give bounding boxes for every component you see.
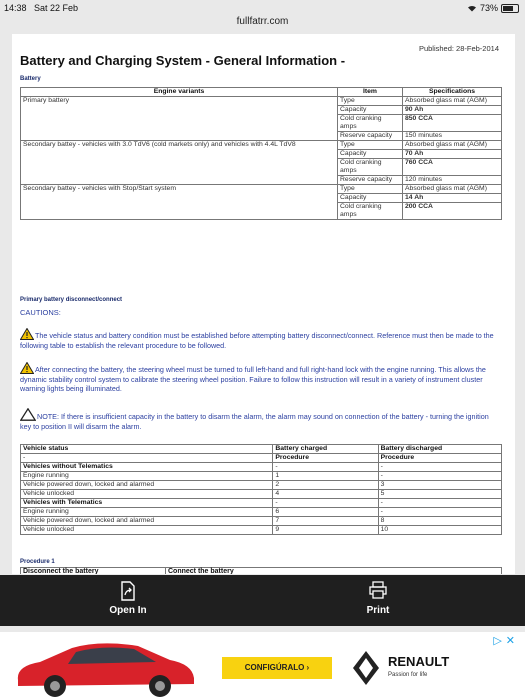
charged-procedure-cell[interactable]: 7 <box>273 517 378 526</box>
disconnect-heading: Primary battery disconnect/connect <box>20 297 123 303</box>
table-row <box>21 490 502 499</box>
spec-row <box>21 185 502 194</box>
ad-brand: RENAULT <box>388 654 450 669</box>
open-in-button[interactable] <box>68 575 188 626</box>
spec-item-cell: Cold cranking amps <box>338 159 403 176</box>
caution-1-text: The vehicle status and battery condition must be established before attempting battery disconnect/connect. Reference must then be made to the following table to establish the relevant procedure to be followed. <box>20 331 494 350</box>
spec-value-cell: 200 CCA <box>403 203 502 220</box>
col-disconnect: Disconnect the battery <box>21 568 166 575</box>
configure-cta-button[interactable]: CONFIGÚRALO › <box>222 657 332 679</box>
engine-variant-cell: Secondary battey - vehicles with 3.0 TdV6 (cold markets only) and vehicles with 4.4L TdV8 <box>21 141 338 185</box>
engine-variant-cell: Primary battery <box>21 97 338 141</box>
discharged-procedure-cell[interactable]: 5 <box>378 490 501 499</box>
caution-2-text: After connecting the battery, the steering wheel must be turned to full left-hand and full right-hand lock with the engine running. This allows the dynamic stability control system to calibrate the steering wheel position. Failure to follow this instruction will result in a variety of instrument cluster warning lights being illuminated. <box>20 365 486 393</box>
cautions-label: CAUTIONS: <box>20 308 61 317</box>
vehicle-status-table <box>20 444 502 535</box>
charged-procedure-cell[interactable]: - <box>273 463 378 472</box>
print-button[interactable] <box>318 575 438 626</box>
spec-item-cell: Type <box>338 141 403 150</box>
ad-close-icon[interactable]: ✕ <box>505 635 515 647</box>
spec-item-cell: Cold cranking amps <box>338 203 403 220</box>
charged-procedure-cell[interactable]: 9 <box>273 526 378 535</box>
spec-item-cell: Reserve capacity <box>338 132 403 141</box>
spec-item-cell: Capacity <box>338 150 403 159</box>
printer-icon <box>369 581 387 599</box>
open-in-label: Open In <box>109 605 147 616</box>
discharged-procedure-cell[interactable]: - <box>378 463 501 472</box>
subheader-cell: Procedure <box>378 454 501 463</box>
spec-item-cell: Reserve capacity <box>338 176 403 185</box>
renault-logo-icon <box>352 650 380 686</box>
warning-icon <box>20 362 34 374</box>
col-engine-variants: Engine variants <box>21 88 338 97</box>
procedure-table <box>20 567 502 574</box>
charged-procedure-cell[interactable]: 1 <box>273 472 378 481</box>
table-row <box>21 499 502 508</box>
subheader-cell: - <box>21 454 273 463</box>
battery-spec-table <box>20 87 502 220</box>
table-row <box>21 463 502 472</box>
engine-variant-cell: Secondary battey - vehicles with Stop/Start system <box>21 185 338 220</box>
battery-heading: Battery <box>20 76 41 82</box>
note-text: NOTE: If there is insufficient capacity in the battery to disarm the alarm, the alarm may sound on connection of the battery - turning the ignition key to position II will disarm the alarm. <box>20 412 489 431</box>
discharged-procedure-cell[interactable]: 8 <box>378 517 501 526</box>
discharged-procedure-cell[interactable]: - <box>378 472 501 481</box>
bottom-toolbar <box>0 575 525 626</box>
spec-item-cell: Capacity <box>338 194 403 203</box>
spec-row <box>21 141 502 150</box>
table-row <box>21 517 502 526</box>
spec-row <box>21 97 502 106</box>
col-specifications: Specifications <box>403 88 502 97</box>
vehicle-status-cell: Vehicles without Telematics <box>21 463 273 472</box>
discharged-procedure-cell[interactable]: - <box>378 499 501 508</box>
spec-value-cell: 70 Ah <box>403 150 502 159</box>
caution-1 <box>20 328 500 350</box>
spec-item-cell: Capacity <box>338 106 403 115</box>
ad-controls <box>493 634 515 647</box>
charged-procedure-cell[interactable]: 4 <box>273 490 378 499</box>
published-date: Published: 28-Feb-2014 <box>418 44 499 53</box>
spec-item-cell: Type <box>338 97 403 106</box>
ad-tagline: Passion for life <box>388 672 428 678</box>
vehicle-status-cell: Vehicles with Telematics <box>21 499 273 508</box>
advertisement-banner[interactable] <box>0 632 525 700</box>
note-triangle-icon <box>20 408 36 421</box>
battery-percent: 73% <box>479 3 498 13</box>
charged-procedure-cell[interactable]: - <box>273 499 378 508</box>
spec-item-cell: Type <box>338 185 403 194</box>
spec-item-cell: Cold cranking amps <box>338 115 403 132</box>
print-label: Print <box>366 605 390 616</box>
table-row <box>21 526 502 535</box>
charged-procedure-cell[interactable]: 2 <box>273 481 378 490</box>
spec-value-cell: Absorbed glass mat (AGM) <box>403 97 502 106</box>
ad-choices-icon[interactable]: ▷ <box>493 635 502 647</box>
vehicle-status-cell: Engine running <box>21 508 273 517</box>
vehicle-status-cell: Vehicle unlocked <box>21 490 273 499</box>
note <box>20 408 500 431</box>
table-row <box>21 481 502 490</box>
charged-procedure-cell[interactable]: 6 <box>273 508 378 517</box>
table-row <box>21 508 502 517</box>
spec-value-cell: Absorbed glass mat (AGM) <box>403 185 502 194</box>
status-date: Sat 22 Feb <box>34 3 79 13</box>
spec-value-cell: 14 Ah <box>403 194 502 203</box>
discharged-procedure-cell[interactable]: 3 <box>378 481 501 490</box>
spec-value-cell: 90 Ah <box>403 106 502 115</box>
open-in-icon <box>119 581 137 601</box>
wifi-icon <box>467 4 477 12</box>
page-title: Battery and Charging System - General Information - <box>20 53 346 68</box>
subheader-cell: Procedure <box>273 454 378 463</box>
warning-icon <box>20 328 34 340</box>
url-bar[interactable]: fullfatrr.com <box>236 16 289 27</box>
spec-value-cell: 120 minutes <box>403 176 502 185</box>
spec-value-cell: 760 CCA <box>403 159 502 176</box>
table-row <box>21 472 502 481</box>
col-battery-charged: Battery charged <box>273 445 378 454</box>
vehicle-status-cell: Vehicle unlocked <box>21 526 273 535</box>
vehicle-status-cell: Engine running <box>21 472 273 481</box>
col-connect: Connect the battery <box>166 568 502 575</box>
discharged-procedure-cell[interactable]: 10 <box>378 526 501 535</box>
procedure-heading: Procedure 1 <box>20 559 55 565</box>
col-item: Item <box>338 88 403 97</box>
spec-value-cell: Absorbed glass mat (AGM) <box>403 141 502 150</box>
car-image <box>10 636 200 698</box>
spec-value-cell: 850 CCA <box>403 115 502 132</box>
col-battery-discharged: Battery discharged <box>378 445 501 454</box>
discharged-procedure-cell[interactable]: - <box>378 508 501 517</box>
caution-2 <box>20 362 500 394</box>
status-time: 14:38 <box>4 3 27 13</box>
vehicle-status-cell: Vehicle powered down, locked and alarmed <box>21 517 273 526</box>
spec-value-cell: 150 minutes <box>403 132 502 141</box>
document-page[interactable] <box>12 34 515 574</box>
col-vehicle-status: Vehicle status <box>21 445 273 454</box>
vehicle-status-cell: Vehicle powered down, locked and alarmed <box>21 481 273 490</box>
